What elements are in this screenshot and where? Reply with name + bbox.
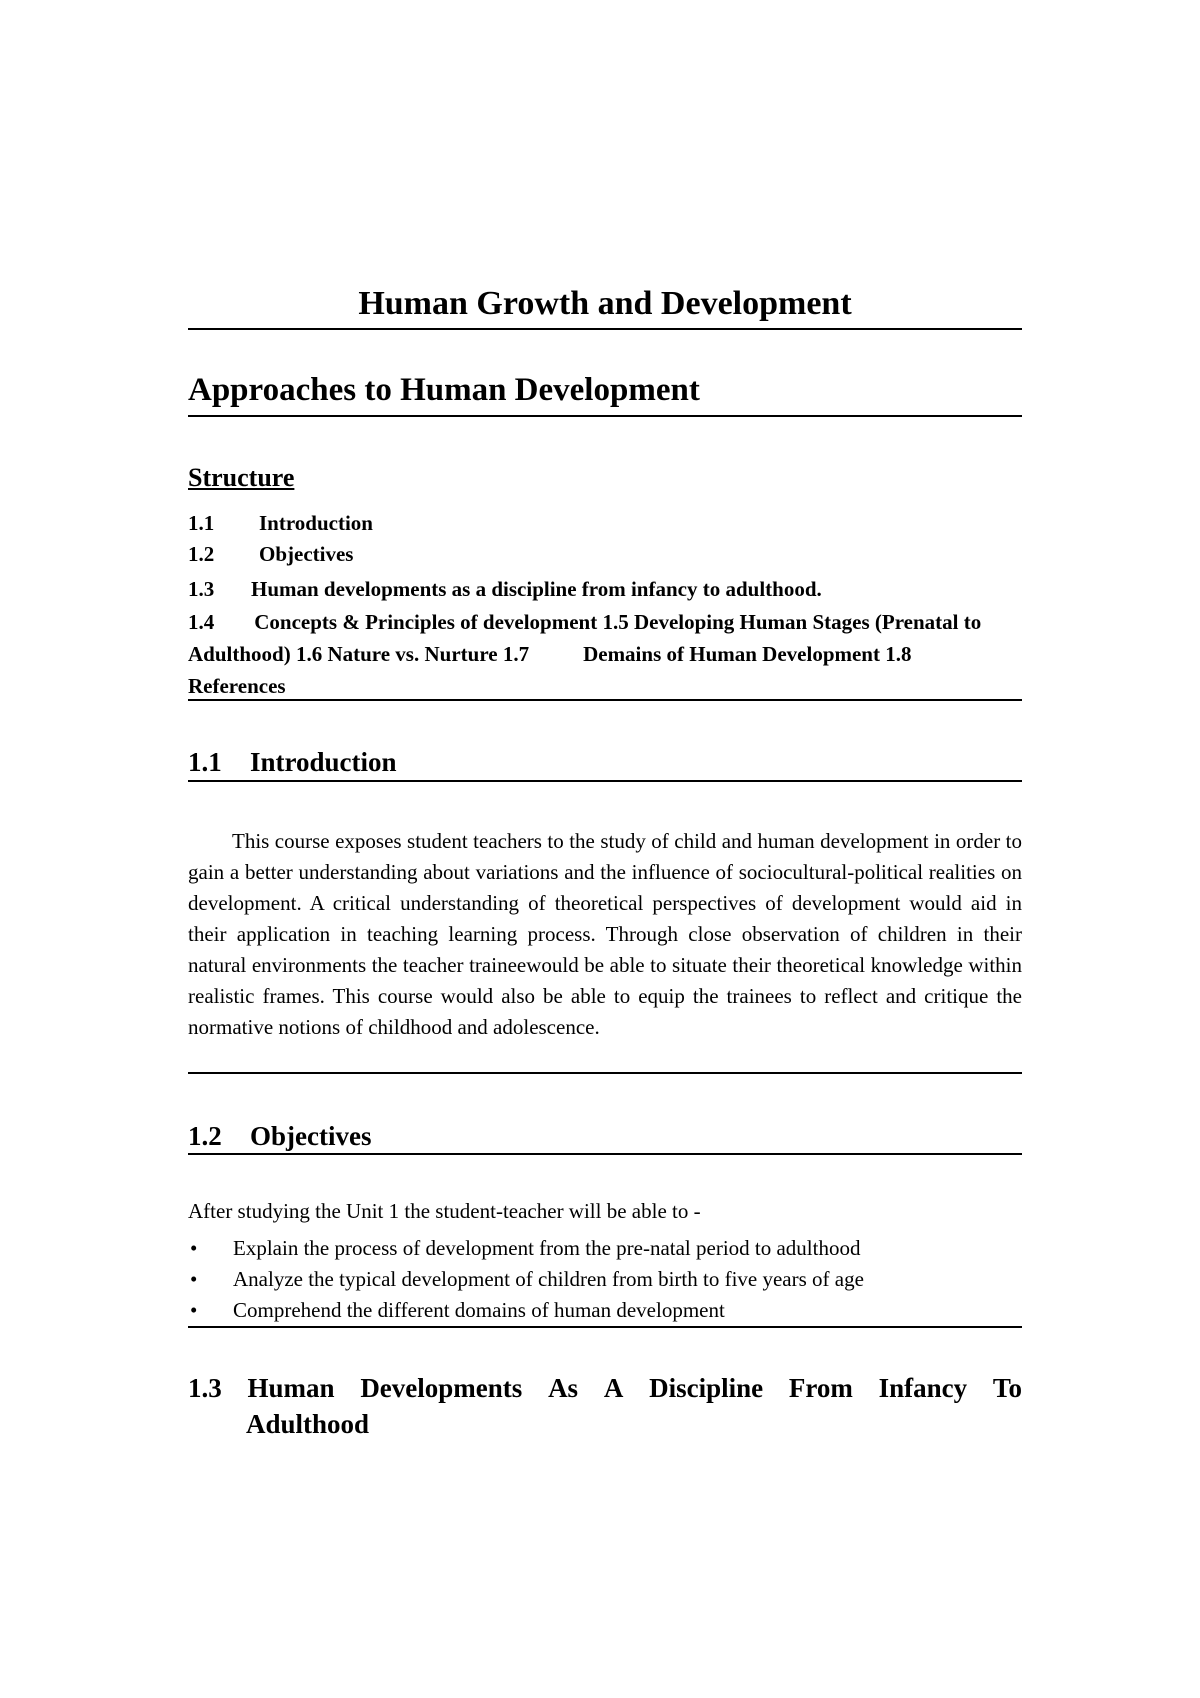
objectives-list <box>188 1233 864 1326</box>
list-item <box>188 1264 864 1295</box>
bullet-icon: • <box>190 1236 198 1260</box>
heading-word: As <box>548 1373 579 1403</box>
list-item-text: Analyze the typical development of children from birth to five years of age <box>233 1267 864 1291</box>
document-title: Human Growth and Development <box>358 285 852 322</box>
toc-item <box>188 576 822 602</box>
toc-item-label: Objectives <box>259 542 354 566</box>
toc-item-number: 1.4 <box>188 610 215 634</box>
toc-item-label: Introduction <box>259 511 373 535</box>
divider <box>188 1326 1022 1328</box>
heading-word: Developments <box>360 1373 523 1403</box>
divider <box>188 780 1022 782</box>
document-page <box>188 0 1022 1698</box>
toc-wrapped-items <box>188 606 1022 702</box>
heading-word: From <box>788 1373 853 1403</box>
heading-word: Human <box>247 1373 335 1403</box>
toc-item-label: Human developments as a discipline from infancy to adulthood. <box>251 577 822 601</box>
divider <box>188 328 1022 330</box>
divider <box>188 1072 1022 1074</box>
section3-line1 <box>188 1370 1022 1406</box>
section-title: Introduction <box>250 747 397 777</box>
heading-word: To <box>992 1373 1022 1403</box>
toc-wrapped-text: Concepts & Principles of development 1.5 Developing Human Stages (Prenatal to Adulthood) 1.6 Nature vs. Nurture 1.7 <box>188 610 982 666</box>
toc-item-number: 1.3 <box>188 577 215 601</box>
objectives-heading <box>188 1120 371 1152</box>
bullet-icon: • <box>190 1298 198 1322</box>
divider <box>188 1153 1022 1155</box>
section-number: 1.1 <box>188 747 222 777</box>
bullet-icon: • <box>190 1267 198 1291</box>
toc-wrapped-text: Demains of Human Development 1.8 <box>583 642 912 666</box>
toc-wrapped-text: References <box>188 674 286 698</box>
introduction-heading <box>188 746 397 778</box>
heading-word: A <box>603 1373 624 1403</box>
toc-item-number: 1.2 <box>188 542 215 566</box>
divider <box>188 699 1022 701</box>
toc-item <box>188 541 353 567</box>
divider <box>188 415 1022 417</box>
document-subtitle: Approaches to Human Development <box>188 372 700 408</box>
section-number: 1.3 <box>188 1373 222 1403</box>
list-item-text: Explain the process of development from the pre-natal period to adulthood <box>233 1236 861 1260</box>
section3-line2: Adulthood <box>246 1409 370 1439</box>
introduction-paragraph: This course exposes student teachers to the study of child and human development in order to gain a better understanding about variations and the influence of sociocultural-political realities on development. A critical understanding of theoretical perspectives of development would aid in their application in teaching learning process. Through close observation of children in their natural environments the teacher traineewould be able to situate their theoretical knowledge within realistic frames. This course would also be able to equip the trainees to reflect and critique the normative notions of childhood and adolescence. <box>188 829 1022 1039</box>
structure-heading: Structure <box>188 463 295 492</box>
list-item-text: Comprehend the different domains of human development <box>233 1298 725 1322</box>
toc-item <box>188 510 373 536</box>
list-item <box>188 1233 864 1264</box>
heading-word: Infancy <box>878 1373 968 1403</box>
objectives-lead: After studying the Unit 1 the student-teacher will be able to - <box>188 1199 701 1223</box>
toc-item-number: 1.1 <box>188 511 215 535</box>
section-number: 1.2 <box>188 1121 222 1151</box>
section-title: Objectives <box>250 1121 372 1151</box>
list-item <box>188 1295 864 1326</box>
section3-heading <box>188 1370 1022 1442</box>
heading-word: Discipline <box>649 1373 764 1403</box>
